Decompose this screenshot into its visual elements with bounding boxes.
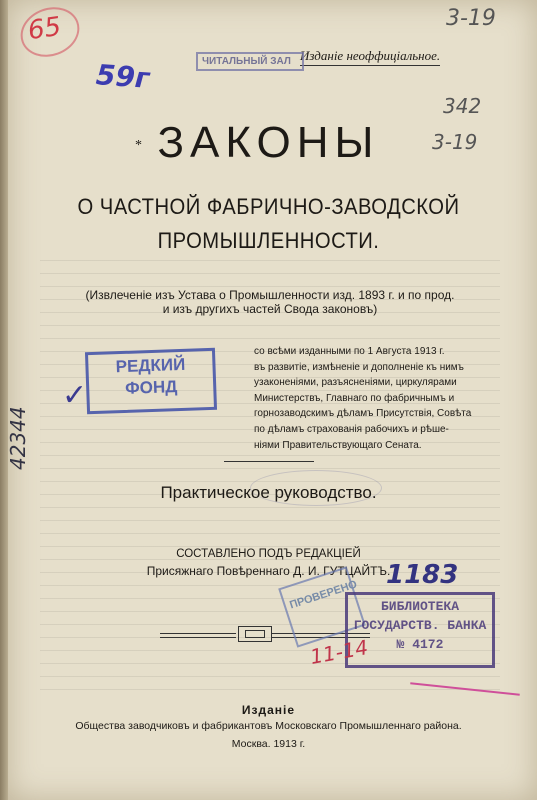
subtitle-line-2: ПРОМЫШЛЕННОСТИ. [157, 228, 380, 253]
reading-room-stamp: ЧИТАЛЬНЫЙ ЗАЛ [196, 52, 304, 71]
subtitle-line-1: О ЧАСТНОЙ ФАБРИЧНО-ЗАВОДСКОЙ [77, 194, 460, 219]
scope-line: по дѣламъ страхованія рабочихъ и рѣше- [254, 423, 449, 435]
handwritten-inventory-number: 42344 [6, 406, 30, 470]
handwritten-shelf-342: 342 [443, 94, 482, 118]
ornament-center-icon [238, 626, 272, 642]
publisher-name: Общества заводчиковъ и фабрикантовъ Московскаго Промышленнаго района. [75, 720, 462, 732]
publisher-heading: Изданіе [241, 703, 296, 717]
handwritten-1183: 1183 [386, 560, 459, 590]
excerpt-note [20, 288, 520, 316]
city-year: Москва. 1913 г. [231, 738, 306, 750]
handwritten-shelf-319: 3-19 [432, 130, 478, 154]
scope-paragraph [254, 344, 472, 453]
ornament-rule-left-2 [160, 637, 236, 638]
compiled-by-label: СОСТАВЛЕНО ПОДЪ РЕДАКЦІЕЙ [176, 548, 361, 560]
library-stamp-line-2: ГОСУДАРСТВ. БАНКА [353, 618, 487, 633]
rare-stamp-line-1: РЕДКИЙ [115, 354, 186, 377]
ornament-rule-left [160, 633, 236, 634]
scope-line: въ развитіе, измѣненіе и дополненіе къ нимъ [254, 361, 464, 373]
checked-stamp: ПРОВЕРЕНО [278, 566, 366, 647]
edition-note: Изданіе неоффиціальное. [300, 48, 440, 66]
page-title: ЗАКОНЫ [157, 118, 380, 167]
handwritten-11-14: 11-14 [308, 635, 370, 669]
scope-line: горнозаводскимъ дѣламъ Присутствія, Совѣта [254, 408, 472, 420]
scope-line: ніями Правительствующаго Сената. [254, 439, 422, 451]
guide-heading: Практическое руководство. [160, 483, 377, 502]
excerpt-line-2: и изъ другихъ частей Свода законовъ) [162, 302, 378, 316]
library-stamp-line-1: БИБЛИОТЕКА [380, 599, 459, 614]
rare-stamp-line-2: ФОНД [124, 377, 178, 398]
rare-fund-stamp [85, 348, 217, 414]
asterisk-mark: * [135, 138, 142, 153]
handwritten-65: 65 [26, 11, 64, 47]
check-mark-icon: ✓ [62, 378, 88, 413]
handwritten-shelf-top: 3-19 [446, 6, 496, 31]
scope-line: Министерствъ, Главнаго по фабричнымъ и [254, 392, 455, 404]
library-stamp-line-3: № 4172 [396, 637, 444, 652]
handwritten-59: 59г [94, 58, 151, 95]
divider-rule [224, 461, 314, 462]
excerpt-line-1: (Извлеченіе изъ Устава о Промышленности изд. 1893 г. и по прод. [85, 288, 455, 302]
scope-line: узаконеніями, разъясненіями, циркулярами [254, 377, 457, 389]
scope-line: со всѣми изданными по 1 Августа 1913 г. [254, 346, 445, 357]
editor-name: Присяжнаго Повѣреннаго Д. И. ГУТЦАЙТЪ. [146, 564, 391, 578]
